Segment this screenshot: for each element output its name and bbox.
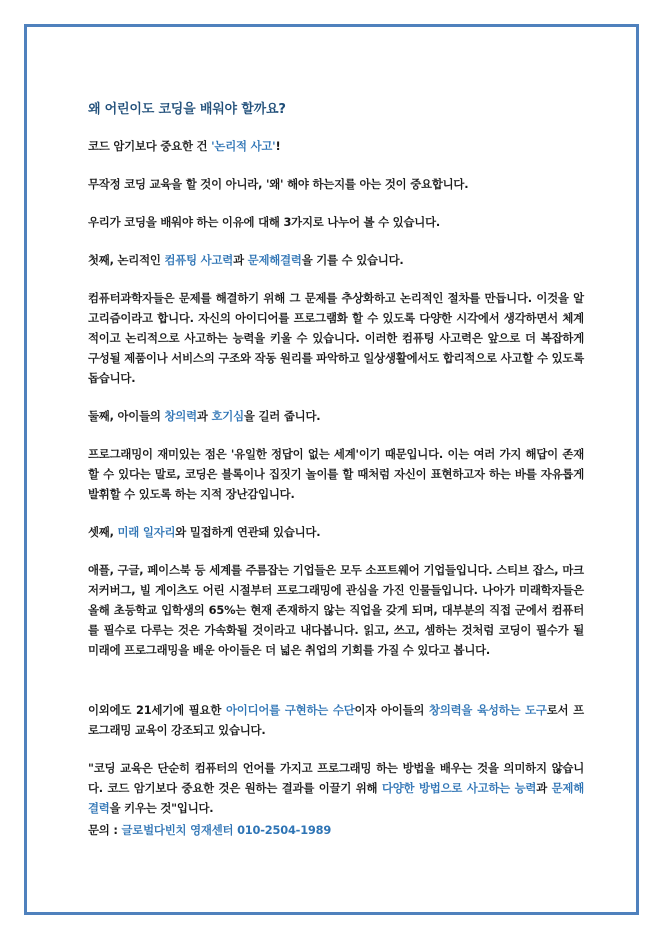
closing-paragraph: 이외에도 21세기에 필요한 아이디어를 구현하는 수단이자 아이들의 창의력을 육성하는 도구로서 프로그래밍 교육이 강조되고 있습니다.	[88, 703, 584, 737]
reason-1-body: 컴퓨터과학자들은 문제를 해결하기 위해 그 문제를 추상화하고 논리적인 절차를 만듭니다. 이것을 알고리즘이라고 합니다. 자신의 아이디어를 프로그램화 할 수 있도록 다양한 시각에서 생각하면서 체계적이고 논리적으로 사고하는 능력을 키울 수 있습니다. 이러한 컴퓨팅 사고력은 앞으로 더 복잡하게 구성될 제품이나 서비스의 구조와 작동 원리를 파악하고 일상생활에서도 합리적으로 사고할 수 있도록 돕습니다.	[88, 291, 584, 385]
contact-line: 문의 : 글로벌다빈치 영재센터 010-2504-1989	[88, 823, 332, 837]
reason-2-body: 프로그래밍이 재미있는 점은 '유일한 정답이 없는 세계'이기 때문입니다. 이는 여러 가지 해답이 존재할 수 있다는 말로, 코딩은 블록이나 집짓기 놀이를 할 때처럼 자신이 표현하고자 하는 바를 자유롭게 발휘할 수 있도록 하는 지적 장난감입니다.	[88, 447, 584, 501]
spacer	[88, 678, 584, 700]
intro-line-1: 코드 암기보다 중요한 건 '논리적 사고'!	[88, 139, 281, 153]
highlight-logical-thinking: '논리적 사고'	[211, 139, 276, 153]
reason-2-heading: 둘째, 아이들의 창의력과 호기심을 길러 줍니다.	[88, 409, 321, 423]
reason-1-heading: 첫째, 논리적인 컴퓨팅 사고력과 문제해결력을 기를 수 있습니다.	[88, 253, 404, 267]
intro-line-3: 우리가 코딩을 배워야 하는 이유에 대해 3가지로 나누어 볼 수 있습니다.	[88, 215, 441, 229]
reason-3-heading: 셋째, 미래 일자리와 밀접하게 연관돼 있습니다.	[88, 525, 321, 539]
document-body	[88, 100, 584, 858]
intro-line-2: 무작정 코딩 교육을 할 것이 아니라, '왜' 해야 하는지를 아는 것이 중요합니다.	[88, 177, 469, 191]
closing-quote: "코딩 교육은 단순히 컴퓨터의 언어를 가지고 프로그래밍 하는 방법을 배우는 것을 의미하지 않습니다. 코드 암기보다 중요한 것은 원하는 결과를 이끌기 위해 다양한 방법으로 사고하는 능력과 문제해결력을 키우는 것"입니다.	[88, 761, 585, 815]
reason-3-body: 애플, 구글, 페이스북 등 세계를 주름잡는 기업들은 모두 소프트웨어 기업들입니다. 스티브 잡스, 마크 저커버그, 빌 게이츠도 어린 시절부터 프로그래밍에 관심을 가진 인물들입니다. 나아가 미래학자들은 올해 초등학교 입학생의 65%는 현재 존재하지 않는 직업을 갖게 되며, 대부분의 직접 군에서 컴퓨터를 필수로 다루는 것은 가속화될 것이라고 내다봅니다. 읽고, 쓰고, 셈하는 것처럼 코딩이 필수가 될 미래에 프로그래밍을 배운 아이들은 더 넓은 취업의 기회를 가질 수 있다고 봅니다.	[88, 563, 584, 657]
page-title: 왜 어린이도 코딩을 배워야 할까요?	[88, 102, 286, 117]
contact-info: 글로벌다빈치 영재센터 010-2504-1989	[121, 823, 332, 837]
